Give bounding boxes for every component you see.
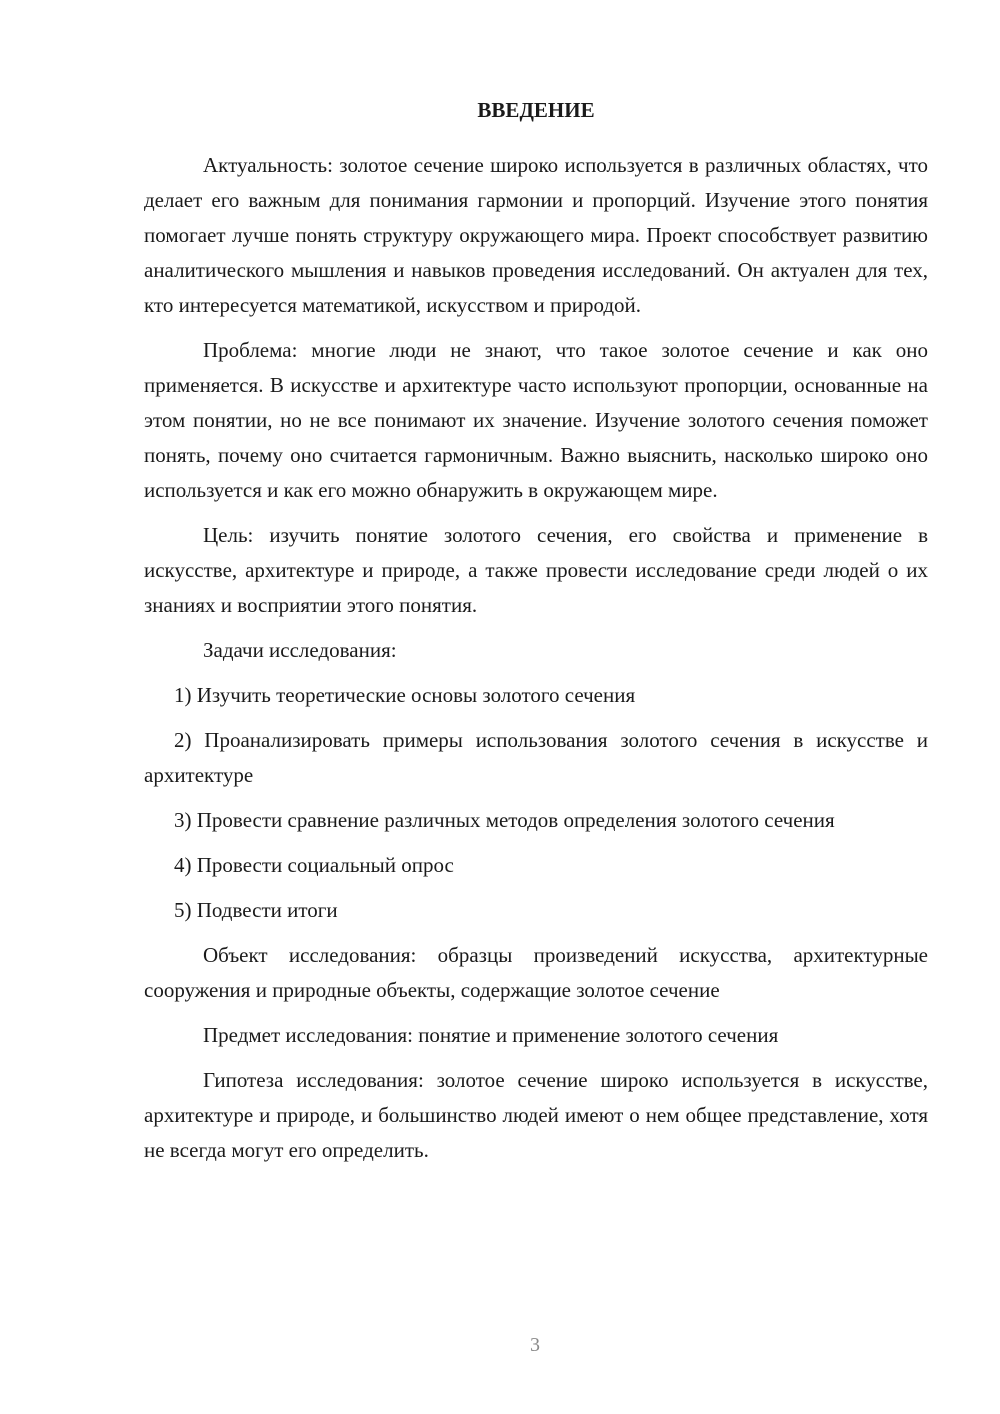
tasks-list <box>144 678 928 928</box>
list-item: 1) Изучить теоретические основы золотого сечения <box>174 683 636 707</box>
subject-paragraph: Предмет исследования: понятие и применение золотого сечения <box>203 1023 779 1047</box>
problem-paragraph: Проблема: многие люди не знают, что такое золотое сечение и как оно применяется. В искусстве и архитектуре часто используют пропорции, основанные на этом понятии, но не все понимают их значение. Изучение золотого сечения поможет понять, почему оно считается гармоничным. Важно выяснить, насколько широко оно используется и как его можно обнаружить в окружающем мире. <box>144 338 928 502</box>
tasks-heading: Задачи исследования: <box>203 638 397 662</box>
relevance-paragraph: Актуальность: золотое сечение широко используется в различных областях, что делает его важным для понимания гармонии и пропорций. Изучение этого понятия помогает лучше понять структуру окружающего мира. Проект способствует развитию аналитического мышления и навыков проведения исследований. Он актуален для тех, кто интересуется математикой, искусством и природой. <box>144 153 928 317</box>
hypothesis-paragraph: Гипотеза исследования: золотое сечение широко используется в искусстве, архитектуре и природе, и большинство людей имеют о нем общее представление, хотя не всегда могут его определить. <box>144 1068 928 1162</box>
list-item: 2) Проанализировать примеры использования золотого сечения в искусстве и архитектуре <box>144 728 928 787</box>
list-item: 3) Провести сравнение различных методов определения золотого сечения <box>174 808 835 832</box>
goal-paragraph: Цель: изучить понятие золотого сечения, его свойства и применение в искусстве, архитектуре и природе, а также провести исследование среди людей о их знаниях и восприятии этого понятия. <box>144 523 928 617</box>
object-paragraph: Объект исследования: образцы произведений искусства, архитектурные сооружения и природные объекты, содержащие золотое сечение <box>144 943 928 1002</box>
list-item: 4) Провести социальный опрос <box>174 853 454 877</box>
page-number: 3 <box>530 1334 540 1356</box>
page-title: ВВЕДЕНИЕ <box>477 98 595 122</box>
list-item: 5) Подвести итоги <box>174 898 338 922</box>
document-page <box>144 96 928 1178</box>
